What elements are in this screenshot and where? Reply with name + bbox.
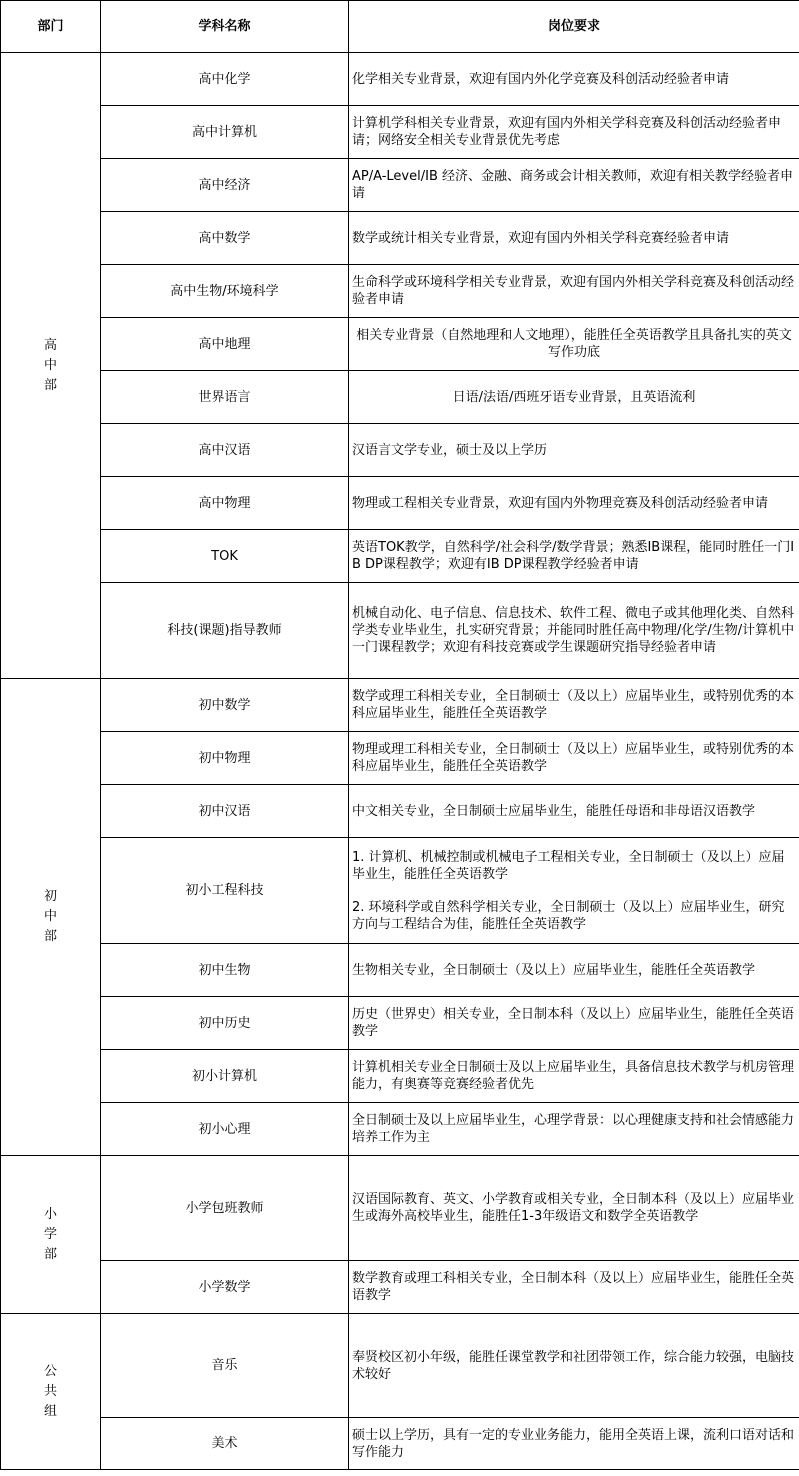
subject-name: 小学数学 xyxy=(101,1261,349,1314)
table-row xyxy=(1,53,799,106)
department-name: 小学部 xyxy=(43,1206,57,1262)
subject-name: 初小心理 xyxy=(101,1103,349,1156)
requirement-text: AP/A-Level/IB 经济、金融、商务或会计相关教师，欢迎有相关教学经验者申请 xyxy=(352,169,793,201)
requirement-cell xyxy=(349,265,799,318)
requirement-text: 日语/法语/西班牙语专业背景，且英语流利 xyxy=(452,389,696,405)
table-row xyxy=(1,838,799,944)
subject-name: 高中数学 xyxy=(101,212,349,265)
table-row xyxy=(1,1261,799,1314)
requirement-text: 硕士以上学历，具有一定的专业业务能力，能用全英语上课，流利口语对话和写作能力 xyxy=(352,1427,795,1460)
requirement-cell xyxy=(349,785,799,838)
requirement-text: 历史（世界史）相关专业，全日制本科（及以上）应届毕业生，能胜任全英语教学 xyxy=(352,1007,795,1039)
requirement-cell xyxy=(349,1103,799,1156)
requirement-text: 生物相关专业，全日制硕士（及以上）应届毕业生，能胜任全英语教学 xyxy=(352,962,756,978)
subject-name: 高中经济 xyxy=(101,159,349,212)
requirement-text: 计算机相关专业全日制硕士及以上应届毕业生，具备信息技术教学与机房管理能力，有奥赛等竞赛经验者优先 xyxy=(352,1060,795,1092)
table-row xyxy=(1,1103,799,1156)
requirement-cell xyxy=(349,53,799,106)
requirement-cell xyxy=(349,424,799,477)
table-row xyxy=(1,944,799,997)
table-row xyxy=(1,265,799,318)
subject-name: 初中汉语 xyxy=(101,785,349,838)
requirement-text: 英语TOK教学，自然科学/社会科学/数学背景；熟悉IB课程，能同时胜任一门IB DP课程教学；欢迎有IB DP课程教学经验者申请 xyxy=(352,540,795,572)
table-row xyxy=(1,1314,799,1418)
requirement-text: 2. 环境科学或自然科学相关专业，全日制硕士（及以上）应届毕业生，研究方向与工程结合为佳，能胜任全英语教学 xyxy=(352,899,785,932)
subject-name: 初中数学 xyxy=(101,679,349,732)
department-name: 公共组 xyxy=(43,1363,57,1419)
table-body xyxy=(1,53,799,1470)
table-row xyxy=(1,106,799,159)
table-row xyxy=(1,1418,799,1470)
requirement-cell xyxy=(349,1156,799,1261)
requirement-cell xyxy=(349,477,799,530)
table-row xyxy=(1,785,799,838)
header-department: 部门 xyxy=(1,1,101,53)
subject-name: 高中化学 xyxy=(101,53,349,106)
table-row xyxy=(1,371,799,424)
subject-name: 初中历史 xyxy=(101,997,349,1050)
requirement-text: 物理或工程相关专业背景，欢迎有国内外物理竞赛及科创活动经验者申请 xyxy=(352,495,769,511)
requirement-cell xyxy=(349,997,799,1050)
requirement-text: 数学教育或理工科相关专业，全日制本科（及以上）应届毕业生，能胜任全英语教学 xyxy=(352,1271,795,1303)
table-row xyxy=(1,318,799,371)
requirement-text: 1. 计算机、机械控制或机械电子工程相关专业，全日制硕士（及以上）应届毕业生，能胜任全英语教学 xyxy=(352,849,785,882)
requirement-text: 数学或统计相关专业背景，欢迎有国内外相关学科竞赛经验者申请 xyxy=(352,230,730,246)
subject-name: 小学包班教师 xyxy=(101,1156,349,1261)
subject-name: 高中汉语 xyxy=(101,424,349,477)
table-row xyxy=(1,583,799,679)
requirement-text: 物理或理工科相关专业，全日制硕士（及以上）应届毕业生，或特别优秀的本科应届毕业生，能胜任全英语教学 xyxy=(352,742,795,774)
department-cell xyxy=(1,53,101,679)
subject-name: 高中地理 xyxy=(101,318,349,371)
requirement-cell xyxy=(349,212,799,265)
table-row xyxy=(1,424,799,477)
table-row xyxy=(1,732,799,785)
requirement-cell xyxy=(349,159,799,212)
requirement-cell xyxy=(349,679,799,732)
requirement-text: 生命科学或环境科学相关专业背景，欢迎有国内外相关学科竞赛及科创活动经验者申请 xyxy=(352,275,795,307)
department-cell xyxy=(1,679,101,1156)
requirement-cell xyxy=(349,371,799,424)
table-row xyxy=(1,530,799,583)
subject-name: 高中生物/环境科学 xyxy=(101,265,349,318)
table-row xyxy=(1,679,799,732)
subject-name: 初小工程科技 xyxy=(101,838,349,944)
requirement-cell xyxy=(349,1418,799,1470)
requirement-text: 机械自动化、电子信息、信息技术、软件工程、微电子或其他理化类、自然科学类专业毕业生，扎实研究背景；并能同时胜任高中物理/化学/生物/计算机中一门课程教学；欢迎有科技竞赛或学生课题研究指导经验者申请 xyxy=(352,606,795,655)
requirement-text: 计算机学科相关专业背景，欢迎有国内外相关学科竞赛及科创活动经验者申请；网络安全相关专业背景优先考虑 xyxy=(352,116,782,148)
subject-name: 高中计算机 xyxy=(101,106,349,159)
header-requirements: 岗位要求 xyxy=(349,1,799,53)
requirement-cell xyxy=(349,732,799,785)
requirement-text: 数学或理工科相关专业，全日制硕士（及以上）应届毕业生，或特别优秀的本科应届毕业生，能胜任全英语教学 xyxy=(352,689,795,721)
subject-name: 初小计算机 xyxy=(101,1050,349,1103)
table-row xyxy=(1,477,799,530)
table-row xyxy=(1,159,799,212)
subject-name: 音乐 xyxy=(101,1314,349,1418)
requirement-cell xyxy=(349,106,799,159)
requirement-text: 全日制硕士及以上应届毕业生，心理学背景：以心理健康支持和社会情感能力培养工作为主 xyxy=(352,1113,795,1145)
requirement-text: 相关专业背景（自然地理和人文地理），能胜任全英语教学且具备扎实的英文写作功底 xyxy=(356,328,792,360)
requirement-cell xyxy=(349,838,799,944)
table-row xyxy=(1,212,799,265)
subject-name: 美术 xyxy=(101,1418,349,1470)
table-row xyxy=(1,1156,799,1261)
requirement-cell xyxy=(349,1314,799,1418)
subject-name: 初中生物 xyxy=(101,944,349,997)
requirement-cell xyxy=(349,1261,799,1314)
requirement-cell xyxy=(349,1050,799,1103)
table-row xyxy=(1,1050,799,1103)
requirement-text: 中文相关专业，全日制硕士应届毕业生，能胜任母语和非母语汉语教学 xyxy=(352,803,756,819)
subject-name: 科技(课题)指导教师 xyxy=(101,583,349,679)
header-subject: 学科名称 xyxy=(101,1,349,53)
subject-name: 世界语言 xyxy=(101,371,349,424)
subject-name: 初中物理 xyxy=(101,732,349,785)
department-name: 初中部 xyxy=(43,889,57,944)
requirement-text: 汉语言文学专业，硕士及以上学历 xyxy=(352,442,548,458)
subject-name: 高中物理 xyxy=(101,477,349,530)
requirement-text: 奉贤校区初小年级，能胜任课堂教学和社团带领工作，综合能力较强，电脑技术较好 xyxy=(352,1349,795,1382)
requirement-cell xyxy=(349,530,799,583)
requirement-text: 化学相关专业背景，欢迎有国内外化学竞赛及科创活动经验者申请 xyxy=(352,71,730,87)
department-cell xyxy=(1,1156,101,1314)
header-row xyxy=(1,1,799,53)
requirement-cell xyxy=(349,583,799,679)
requirement-cell xyxy=(349,318,799,371)
department-cell xyxy=(1,1314,101,1470)
requirement-cell xyxy=(349,944,799,997)
table-row xyxy=(1,997,799,1050)
requirement-text: 汉语国际教育、英文、小学教育或相关专业，全日制本科（及以上）应届毕业生或海外高校毕业生，能胜任1-3年级语文和数学全英语教学 xyxy=(352,1192,795,1224)
subject-name: TOK xyxy=(101,530,349,583)
department-name: 高中部 xyxy=(43,337,57,393)
